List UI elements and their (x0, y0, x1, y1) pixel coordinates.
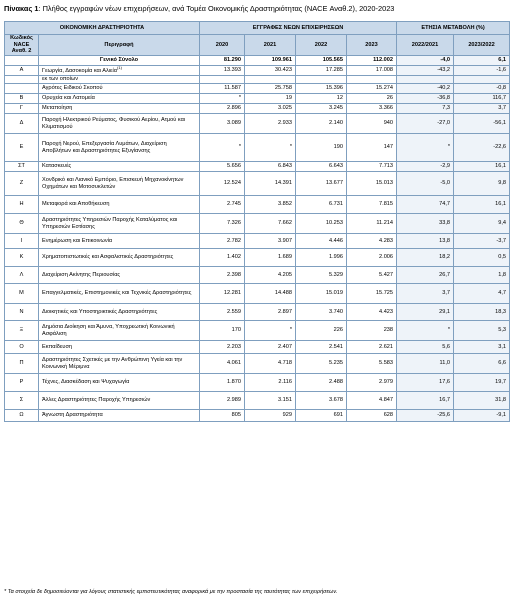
row-value-2022: 13.677 (296, 172, 347, 196)
row-rate-2022-2021: 74,7 (397, 196, 454, 214)
row-rate-2022-2021: 26,7 (397, 267, 454, 284)
row-rate-2023-2022: 5,3 (454, 321, 510, 341)
row-description-text: Άγνωστη Δραστηριότητα (42, 412, 103, 419)
row-value-2023: 2.006 (347, 249, 397, 267)
table-row (5, 392, 510, 410)
row-value-2023: 15.013 (347, 172, 397, 196)
row-value-2021: * (245, 134, 296, 162)
row-value-2023: 628 (347, 410, 397, 422)
row-value-2020: 805 (200, 410, 245, 422)
row-rate-2022-2021: -36,8 (397, 94, 454, 104)
row-value-2022: 10.253 (296, 214, 347, 234)
row-code: Η (5, 196, 39, 214)
row-description-text: Μεταποίηση (42, 105, 73, 112)
row-code (5, 84, 39, 94)
row-value-2023: 238 (347, 321, 397, 341)
row-value-2021: 3.025 (245, 104, 296, 114)
row-value-2021: 2.933 (245, 114, 296, 134)
footnote: * Τα στοιχεία δε δημοσιεύονται για λόγους στατιστικής εμπιστευτικότητας αναφορικά με την προστασία της ταυτότητας των επιχειρήσεων. (4, 589, 338, 595)
row-value-2022: 3.678 (296, 392, 347, 410)
row-description (39, 249, 200, 267)
row-rate-2023-2022: -3,7 (454, 234, 510, 249)
table-row (5, 321, 510, 341)
row-rate-2022-2021: -25,6 (397, 410, 454, 422)
table-row (5, 172, 510, 196)
row-value-2022: 12 (296, 94, 347, 104)
row-value-2022: 3.740 (296, 304, 347, 321)
row-rate-2022-2021: 13,8 (397, 234, 454, 249)
row-rate-2022-2021: -40,2 (397, 84, 454, 94)
table-row (5, 134, 510, 162)
row-value-2020: 11.587 (200, 84, 245, 94)
row-value-2021: 19 (245, 94, 296, 104)
row-rate-2022-2021: 33,8 (397, 214, 454, 234)
table-row (5, 76, 510, 84)
row-value-2020: 2.559 (200, 304, 245, 321)
row-value-2021: 2.116 (245, 374, 296, 392)
row-value-2020: 2.989 (200, 392, 245, 410)
row-code: Σ (5, 392, 39, 410)
row-rate-2022-2021: 16,7 (397, 392, 454, 410)
row-value-2020: 13.393 (200, 66, 245, 76)
row-description (39, 76, 200, 84)
row-value-2021: 4.718 (245, 354, 296, 374)
row-rate-2023-2022: 16,1 (454, 196, 510, 214)
row-value-2020: 1.870 (200, 374, 245, 392)
row-rate-2022-2021: 3,7 (397, 284, 454, 304)
header-description: Περιγραφή (39, 35, 200, 56)
row-description-text: Παροχή Ηλεκτρικού Ρεύματος, Φυσικού Αερίου, Ατμού και Κλιματισμού (42, 116, 186, 130)
row-rate-2023-2022: 19,7 (454, 374, 510, 392)
row-value-2023: 5.583 (347, 354, 397, 374)
row-rate-2022-2021: -2,9 (397, 162, 454, 172)
row-description (39, 104, 200, 114)
row-value-2022: 17.285 (296, 66, 347, 76)
row-description (39, 94, 200, 104)
row-value-2020: 2.782 (200, 234, 245, 249)
total-label: Γενικό Σύνολο (39, 56, 200, 66)
table-row (5, 84, 510, 94)
row-value-2022 (296, 76, 347, 84)
row-value-2022: 2.488 (296, 374, 347, 392)
row-value-2023: 2.979 (347, 374, 397, 392)
table-row (5, 267, 510, 284)
row-value-2023: 15.725 (347, 284, 397, 304)
row-rate-2023-2022: 9,4 (454, 214, 510, 234)
row-rate-2023-2022: -0,8 (454, 84, 510, 94)
row-description (39, 84, 200, 94)
row-description (39, 341, 200, 354)
row-rate-2022-2021 (397, 76, 454, 84)
row-value-2022: 6.643 (296, 162, 347, 172)
registrations-table (4, 21, 510, 422)
row-description-text: Μεταφορά και Αποθήκευση (42, 201, 110, 208)
row-value-2020: 2.203 (200, 341, 245, 354)
table-title-text: : Πλήθος εγγραφών νέων επιχειρήσεων, ανά Τομέα Οικονομικής Δραστηριότητας (NACE Αναθ.2), 2020-2023 (38, 4, 395, 13)
row-code: Ε (5, 134, 39, 162)
row-value-2021: 3.151 (245, 392, 296, 410)
row-code: Μ (5, 284, 39, 304)
row-value-2022: 2.541 (296, 341, 347, 354)
row-value-2020: 7.326 (200, 214, 245, 234)
row-value-2022: 15.396 (296, 84, 347, 94)
row-value-2020: 3.089 (200, 114, 245, 134)
table-row (5, 249, 510, 267)
row-value-2021: 6.843 (245, 162, 296, 172)
row-value-2022: 691 (296, 410, 347, 422)
row-description (39, 196, 200, 214)
row-description-text: Κατασκευές (42, 163, 72, 170)
row-rate-2023-2022: 1,8 (454, 267, 510, 284)
row-value-2021: 4.205 (245, 267, 296, 284)
row-value-2020: 4.061 (200, 354, 245, 374)
row-description-text: Επαγγελματικές, Επιστημονικές και Τεχνικές Δραστηριότητες (42, 290, 192, 297)
row-value-2023: 26 (347, 94, 397, 104)
row-description (39, 304, 200, 321)
row-description-text: Δραστηριότητες Σχετικές με την Ανθρώπινη Υγεία και την Κοινωνική Μέριμνα (42, 356, 183, 370)
table-row (5, 66, 510, 76)
row-value-2022: 4.446 (296, 234, 347, 249)
row-rate-2022-2021: 11,0 (397, 354, 454, 374)
row-value-2021: 929 (245, 410, 296, 422)
row-code: Ω (5, 410, 39, 422)
row-code: Α (5, 66, 39, 76)
row-description-text: Άλλες Δραστηριότητες Παροχής Υπηρεσιών (42, 397, 151, 404)
row-value-2022: 2.140 (296, 114, 347, 134)
row-description (39, 114, 200, 134)
row-description-text: Παροχή Νερού, Επεξεργασία Λυμάτων, Διαχείριση Αποβλήτων και Δραστηριότητες Εξυγίανσης (42, 140, 167, 154)
table-row (5, 234, 510, 249)
row-code: Ν (5, 304, 39, 321)
row-description-text: εκ των οποίων (42, 76, 79, 83)
row-rate-2022-2021: -43,2 (397, 66, 454, 76)
table-row (5, 341, 510, 354)
row-value-2021 (245, 76, 296, 84)
header-rate-2023-2022: 2023/2022 (454, 35, 510, 56)
row-description-text: Χρηματοπιστωτικές και Ασφαλιστικές Δραστηριότητες (42, 254, 174, 261)
header-2021: 2021 (245, 35, 296, 56)
row-value-2020 (200, 76, 245, 84)
row-rate-2023-2022: 116,7 (454, 94, 510, 104)
row-code: Ρ (5, 374, 39, 392)
row-value-2023: 4.423 (347, 304, 397, 321)
header-row-groups (5, 22, 510, 35)
row-description (39, 321, 200, 341)
table-row (5, 284, 510, 304)
row-rate-2023-2022: 0,5 (454, 249, 510, 267)
row-description (39, 267, 200, 284)
row-value-2021: 2.897 (245, 304, 296, 321)
header-2022: 2022 (296, 35, 347, 56)
table-row (5, 214, 510, 234)
row-value-2023: 4.283 (347, 234, 397, 249)
row-rate-2023-2022: -56,1 (454, 114, 510, 134)
row-value-2023: 2.621 (347, 341, 397, 354)
table-row (5, 196, 510, 214)
row-code (5, 76, 39, 84)
row-rate-2023-2022: 18,3 (454, 304, 510, 321)
table-row (5, 304, 510, 321)
row-rate-2022-2021: -27,0 (397, 114, 454, 134)
row-value-2021: 14.391 (245, 172, 296, 196)
row-rate-2023-2022: 3,1 (454, 341, 510, 354)
total-2020: 81.290 (200, 56, 245, 66)
row-description-text: Χονδρικό και Λιανικό Εμπόριο, Επισκευή Μηχανοκίνητων Οχημάτων και Μοτοσυκλετών (42, 176, 184, 190)
row-value-2021: * (245, 321, 296, 341)
row-value-2023: 7.815 (347, 196, 397, 214)
row-value-2021: 3.907 (245, 234, 296, 249)
total-row (5, 56, 510, 66)
row-value-2021: 1.689 (245, 249, 296, 267)
row-code: Ζ (5, 172, 39, 196)
row-code: Ι (5, 234, 39, 249)
row-code: Θ (5, 214, 39, 234)
row-description-text: Εκπαίδευση (42, 343, 73, 350)
header-2020: 2020 (200, 35, 245, 56)
row-code: Ξ (5, 321, 39, 341)
table-body (5, 56, 510, 422)
row-rate-2023-2022: 31,8 (454, 392, 510, 410)
row-value-2020: 12.524 (200, 172, 245, 196)
row-description-text: Τέχνες, Διασκέδαση και Ψυχαγωγία (42, 379, 130, 386)
row-value-2023: 15.274 (347, 84, 397, 94)
table-row (5, 104, 510, 114)
row-value-2023: 3.366 (347, 104, 397, 114)
row-rate-2022-2021: 5,6 (397, 341, 454, 354)
row-code: Ο (5, 341, 39, 354)
row-description (39, 410, 200, 422)
table-row (5, 354, 510, 374)
row-description-text: Διοικητικές και Υποστηρικτικές Δραστηριότητες (42, 308, 158, 315)
row-description-text: Δημόσια Διοίκηση και Άμυνα, Υποχρεωτική Κοινωνική Ασφάλιση (42, 323, 175, 337)
row-value-2020: 5.656 (200, 162, 245, 172)
row-value-2022: 15.019 (296, 284, 347, 304)
table-row (5, 162, 510, 172)
table-row (5, 94, 510, 104)
header-rate-2022-2021: 2022/2021 (397, 35, 454, 56)
total-2021: 109.961 (245, 56, 296, 66)
row-value-2022: 3.245 (296, 104, 347, 114)
row-rate-2022-2021: 7,3 (397, 104, 454, 114)
row-description-text: Ορυχεία και Λατομεία (42, 95, 95, 102)
row-description (39, 172, 200, 196)
total-2023: 112.002 (347, 56, 397, 66)
row-value-2020: 2.896 (200, 104, 245, 114)
row-code: Κ (5, 249, 39, 267)
row-description (39, 354, 200, 374)
table-title (4, 4, 394, 13)
row-rate-2022-2021: * (397, 321, 454, 341)
row-rate-2023-2022: -1,6 (454, 66, 510, 76)
row-value-2020: * (200, 94, 245, 104)
row-description (39, 214, 200, 234)
row-code: Δ (5, 114, 39, 134)
row-rate-2023-2022 (454, 76, 510, 84)
row-code: Γ (5, 104, 39, 114)
table-title-label: Πίνακας 1 (4, 4, 39, 13)
row-value-2023: 940 (347, 114, 397, 134)
header-row-columns (5, 35, 510, 56)
row-description (39, 234, 200, 249)
row-description (39, 66, 200, 76)
row-value-2022: 5.329 (296, 267, 347, 284)
row-description-text: Αγρότες Ειδικού Σκοπού (42, 85, 103, 92)
row-rate-2022-2021: 18,2 (397, 249, 454, 267)
header-activity: ΟΙΚΟΝΟΜΙΚΗ ΔΡΑΣΤΗΡΙΟΤΗΤΑ (5, 22, 200, 35)
row-description (39, 162, 200, 172)
row-description-text: Διαχείριση Ακίνητης Περιουσίας (42, 271, 121, 278)
row-value-2021: 30.423 (245, 66, 296, 76)
row-value-2021: 2.407 (245, 341, 296, 354)
row-value-2022: 5.235 (296, 354, 347, 374)
row-rate-2023-2022: 9,8 (454, 172, 510, 196)
row-value-2021: 25.758 (245, 84, 296, 94)
row-value-2020: 2.398 (200, 267, 245, 284)
header-rate: ΕΤΗΣΙΑ ΜΕΤΑΒΟΛΗ (%) (397, 22, 510, 35)
header-2023: 2023 (347, 35, 397, 56)
row-code: Π (5, 354, 39, 374)
row-value-2020: 12.281 (200, 284, 245, 304)
total-code (5, 56, 39, 66)
row-rate-2022-2021: 29,1 (397, 304, 454, 321)
row-rate-2023-2022: -22,6 (454, 134, 510, 162)
row-value-2023: 147 (347, 134, 397, 162)
row-value-2023: 5.427 (347, 267, 397, 284)
row-description-text: Δραστηριότητες Υπηρεσιών Παροχής Καταλύματος και Υπηρεσιών Εστίασης (42, 216, 178, 230)
row-value-2020: * (200, 134, 245, 162)
row-value-2020: 170 (200, 321, 245, 341)
total-rate-2022-2021: -4,0 (397, 56, 454, 66)
row-description (39, 134, 200, 162)
total-rate-2023-2022: 6,1 (454, 56, 510, 66)
table-row (5, 410, 510, 422)
row-value-2022: 190 (296, 134, 347, 162)
row-rate-2023-2022: 6,6 (454, 354, 510, 374)
header-code: Κωδικός NACE Αναθ. 2 (5, 35, 39, 56)
row-value-2022: 6.731 (296, 196, 347, 214)
row-value-2020: 1.402 (200, 249, 245, 267)
row-value-2021: 3.852 (245, 196, 296, 214)
row-rate-2022-2021: -5,0 (397, 172, 454, 196)
row-description (39, 392, 200, 410)
row-code: ΣΤ (5, 162, 39, 172)
row-value-2023: 4.847 (347, 392, 397, 410)
header-registrations: ΕΓΓΡΑΦΕΣ ΝΕΩΝ ΕΠΙΧΕΙΡΗΣΕΩΝ (200, 22, 397, 35)
row-value-2021: 7.662 (245, 214, 296, 234)
row-rate-2023-2022: 16,1 (454, 162, 510, 172)
row-description-text: Ενημέρωση και Επικοινωνία (42, 237, 113, 244)
row-description (39, 374, 200, 392)
row-value-2022: 226 (296, 321, 347, 341)
row-value-2020: 2.745 (200, 196, 245, 214)
row-rate-2022-2021: * (397, 134, 454, 162)
row-value-2021: 14.488 (245, 284, 296, 304)
row-code: Λ (5, 267, 39, 284)
row-code: Β (5, 94, 39, 104)
row-value-2023 (347, 76, 397, 84)
row-rate-2023-2022: -9,1 (454, 410, 510, 422)
table-row (5, 374, 510, 392)
row-rate-2023-2022: 3,7 (454, 104, 510, 114)
row-rate-2023-2022: 4,7 (454, 284, 510, 304)
row-value-2022: 1.996 (296, 249, 347, 267)
row-value-2023: 11.214 (347, 214, 397, 234)
row-rate-2022-2021: 17,6 (397, 374, 454, 392)
total-2022: 105.565 (296, 56, 347, 66)
footnote-marker: (1) (117, 65, 122, 71)
row-description-text: Γεωργία, Δασοκομία και Αλιεία (42, 68, 118, 75)
table-row (5, 114, 510, 134)
row-description (39, 284, 200, 304)
row-value-2023: 17.008 (347, 66, 397, 76)
row-value-2023: 7.713 (347, 162, 397, 172)
